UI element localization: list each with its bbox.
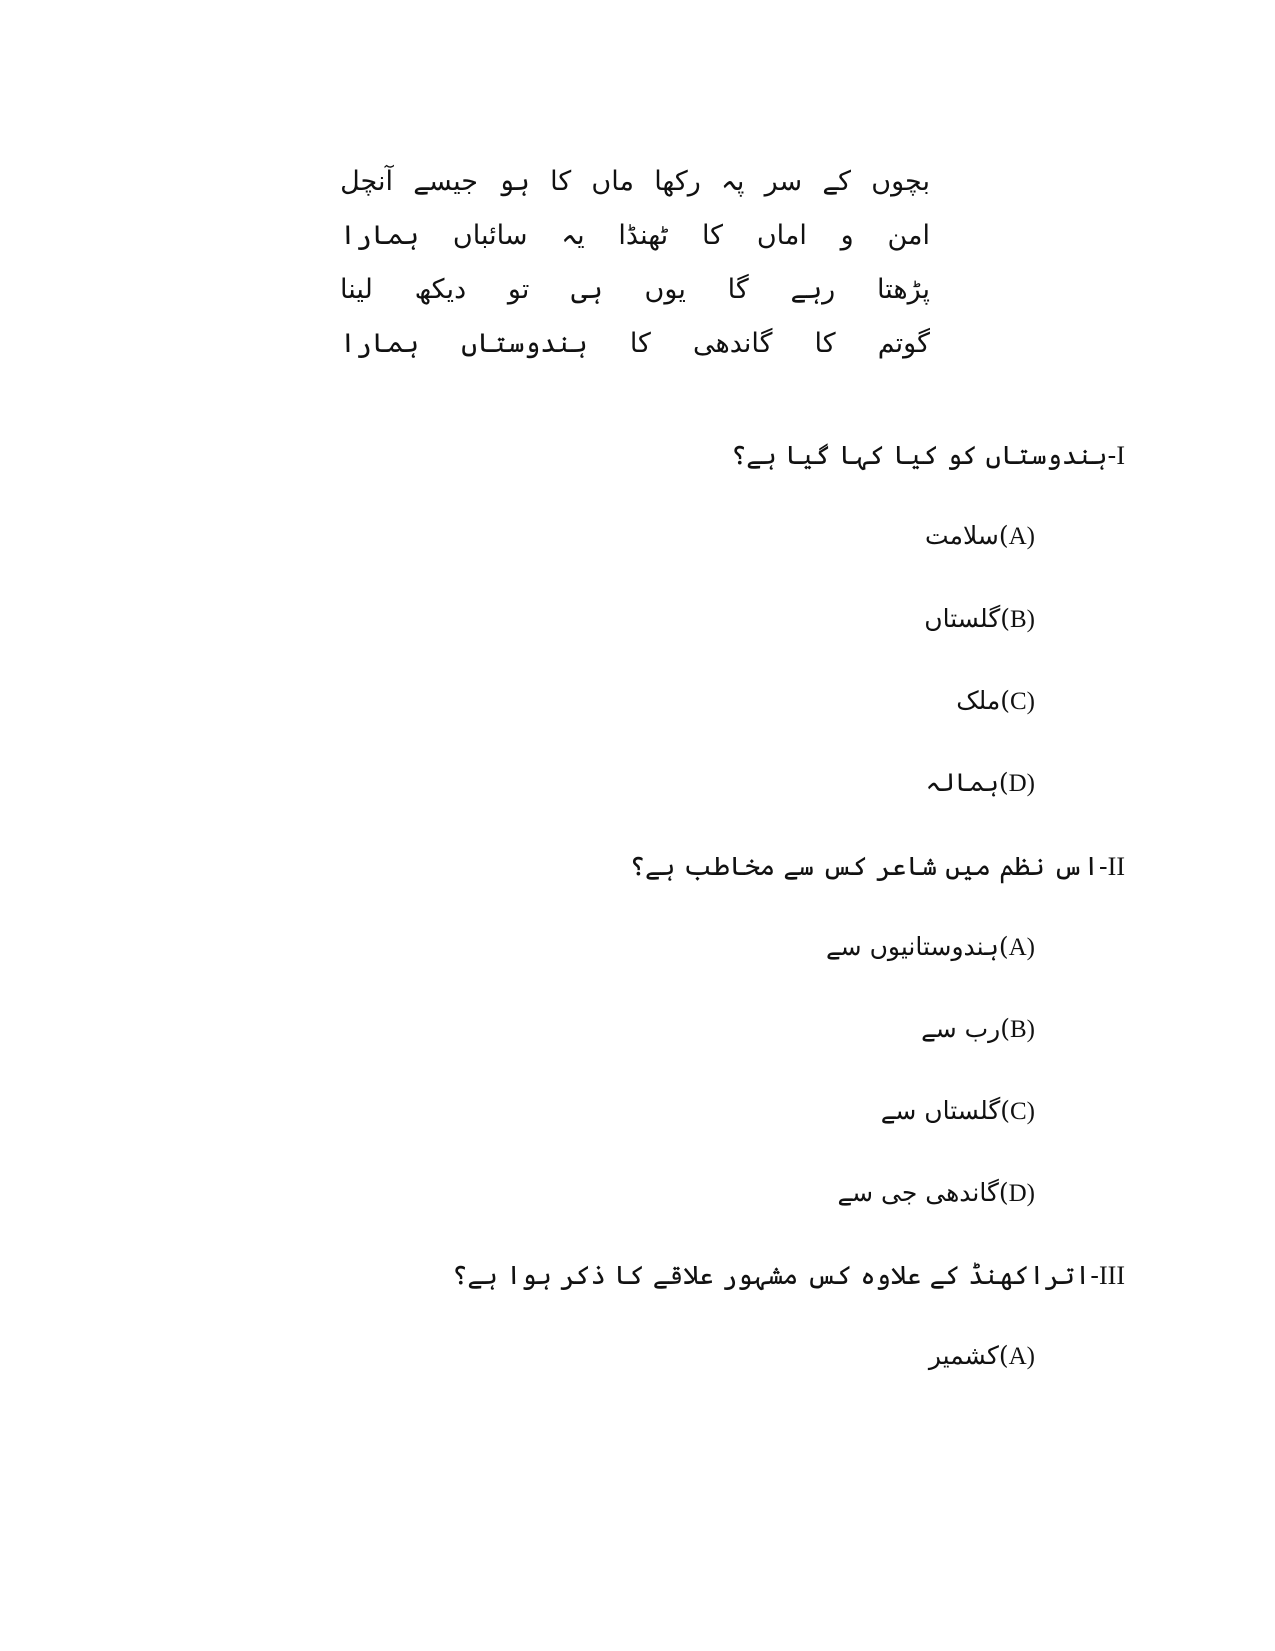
poem-word: پہ [721,166,745,197]
poem-word: ہمارا [340,220,420,251]
poem-word: رہے [790,274,836,305]
option-text: )رب سے [921,1014,1010,1043]
poem-word: گوتم [877,328,930,359]
poem-line-1 [340,155,930,209]
poem-word: کا [550,166,572,197]
option-letter: B) [1010,606,1035,633]
question-1-option-a [925,518,1035,555]
option-letter: C) [1010,688,1035,715]
poem-word: امن [887,220,930,251]
option-text: )ملک [956,686,1010,715]
poem-word: آنچل [340,166,393,197]
poem-word: کے [822,166,852,197]
question-1-option-d [926,765,1035,802]
question-1-option-b [924,601,1035,638]
poem-word: جیسے [413,166,478,197]
poem-word: یہ [561,220,585,251]
question-1-option-c [956,683,1035,720]
poem-word: کا [814,328,836,359]
poem-word: تو [507,274,530,305]
poem-word: سائباں [452,220,528,251]
poem-block [340,155,930,371]
option-letter: D) [1008,770,1035,797]
poem-word: ماں [591,166,634,197]
poem-word: دیکھ [414,274,467,305]
question-1-title [731,438,1125,474]
question-3-option-a [929,1338,1035,1375]
poem-word: کا [701,220,724,251]
option-text: )ہندوستانیوں سے [826,932,1009,961]
question-3-title [452,1258,1125,1294]
option-letter: A) [1008,523,1035,550]
option-letter: D) [1008,1180,1035,1207]
question-number: I [1116,441,1125,470]
question-text: -اتراکھنڈ کے علاوہ کس مشہور علاقے کا ذکر ہوا ہے؟ [452,1261,1100,1291]
poem-word: اماں [756,220,807,251]
poem-word: پڑھتا [876,274,930,305]
option-letter: A) [1008,1343,1035,1370]
poem-word: و [840,220,854,251]
option-letter: A) [1008,934,1035,961]
poem-word: گاندھی [692,328,773,359]
question-text: -اس نظم میں شاعر کس سے مخاطب ہے؟ [629,852,1108,882]
poem-word: بچوں [871,166,930,197]
option-text: )کشمیر [928,1341,1009,1370]
question-2-option-d [837,1175,1035,1212]
poem-word: رکھا [654,166,701,197]
question-text: -ہندوستاں کو کیا کہا گیا ہے؟ [731,441,1117,471]
question-2-option-c [881,1093,1035,1130]
poem-word: یوں [644,274,686,305]
question-number: III [1099,1261,1125,1290]
option-text: )ہمالہ [925,768,1009,797]
question-number: II [1107,852,1125,881]
poem-line-3 [340,263,930,317]
question-2-option-a [826,929,1035,966]
option-letter: C) [1010,1098,1035,1125]
poem-word: لینا [340,274,373,305]
option-text: )سلامت [925,521,1009,550]
poem-word: گا [727,274,749,305]
poem-word: ہندوستاں [461,328,588,359]
option-letter: B) [1010,1016,1035,1043]
poem-word: ٹھنڈا [618,220,669,251]
option-text: )گلستاں سے [880,1096,1010,1125]
option-text: )گلستاں [924,604,1010,633]
poem-line-4 [340,317,930,371]
question-2-title [630,849,1125,885]
poem-word: سر [764,166,803,197]
question-2-option-b [921,1011,1035,1048]
poem-word: ہمارا [340,328,420,359]
poem-word: کا [629,328,651,359]
option-text: )گاندھی جی سے [837,1178,1009,1207]
poem-word: ہو [498,166,530,197]
poem-word: ہی [571,274,603,305]
poem-line-2 [340,209,930,263]
